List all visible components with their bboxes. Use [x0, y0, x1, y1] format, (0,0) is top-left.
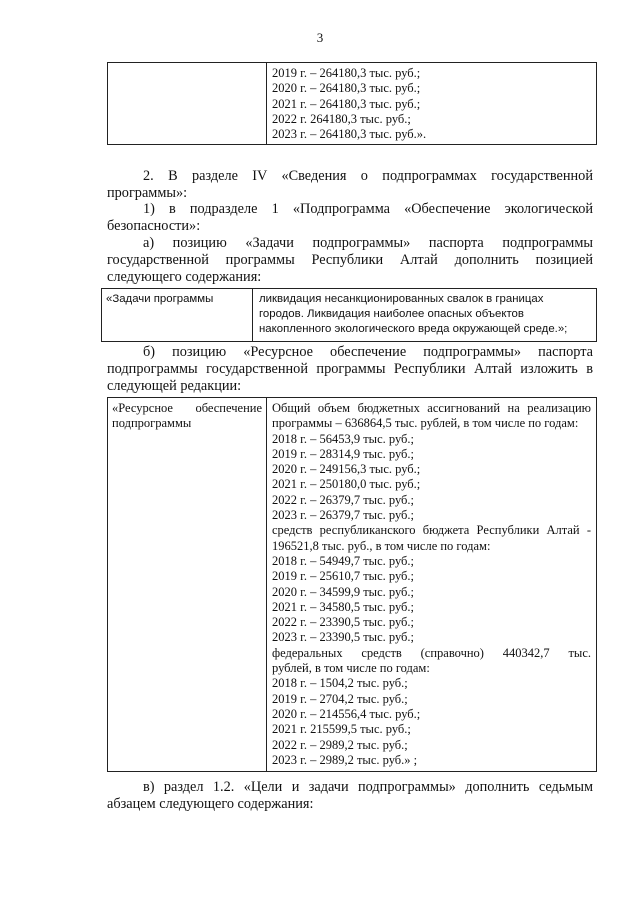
tasks-line: накопленного экологического вреда окружающей среде.»;	[259, 323, 568, 335]
tasks-line: ликвидация несанкционированных свалок в границах	[259, 293, 544, 305]
resource-label-line: подпрограммы	[112, 416, 192, 431]
paragraph-line: б) позицию «Ресурсное обеспечение подпрограммы» паспорта	[143, 344, 593, 360]
resource-line: 2018 г. – 56453,9 тыс. руб.;	[272, 431, 415, 446]
paragraph-line: в) раздел 1.2. «Цели и задачи подпрограммы» дополнить седьмым	[143, 779, 593, 795]
resource-line: 2021 г. – 250180,0 тыс. руб.;	[272, 477, 421, 492]
resource-line: 2023 г. – 2989,2 тыс. руб.» ;	[272, 752, 418, 767]
resource-line: федеральных средств (справочно) 440342,7 тыс.	[272, 645, 591, 660]
resource-line: Общий объем бюджетных ассигнований на реализацию	[272, 401, 591, 415]
resource-line: рублей, в том числе по годам:	[272, 661, 430, 676]
empty-cell	[108, 63, 267, 145]
resource-line: 2022 г. – 23390,5 тыс. руб.;	[272, 615, 415, 630]
item-b-paragraph	[107, 344, 593, 394]
page-number: 3	[316, 30, 324, 45]
resource-line: 2023 г. – 23390,5 тыс. руб.;	[272, 630, 415, 645]
paragraph-line: 2. В разделе IV «Сведения о подпрограммах государственной	[143, 168, 593, 184]
resource-line: 2019 г. – 2704,2 тыс. руб.;	[272, 691, 408, 706]
paragraph-line: 1) в подразделе 1 «Подпрограмма «Обеспечение экологической	[143, 201, 593, 217]
paragraph-line: подпрограммы государственной программы Республики Алтай изложить в	[107, 360, 593, 377]
funding-line: 2023 г. – 264180,3 тыс. руб.».	[272, 127, 427, 142]
resource-label-cell	[108, 398, 267, 772]
funding-continuation-table	[107, 62, 597, 145]
tasks-content-cell	[253, 289, 597, 342]
resource-line: 2020 г. – 34599,9 тыс. руб.;	[272, 584, 415, 599]
item-a-paragraph	[107, 235, 593, 285]
funding-line: 2019 г. – 264180,3 тыс. руб.;	[272, 66, 421, 80]
paragraph-line: следующей редакции:	[107, 377, 242, 394]
funding-line: 2021 г. – 264180,3 тыс. руб.;	[272, 96, 421, 111]
resource-line: 2018 г. – 1504,2 тыс. руб.;	[272, 676, 408, 691]
funding-years-cell	[267, 63, 597, 145]
resource-line: 2021 г. 215599,5 тыс. руб.;	[272, 722, 411, 737]
resource-line: 2018 г. – 54949,7 тыс. руб.;	[272, 553, 415, 568]
resource-line: 2019 г. – 28314,9 тыс. руб.;	[272, 446, 415, 461]
resource-line: 2022 г. – 26379,7 тыс. руб.;	[272, 492, 415, 507]
paragraph-line: безопасности»:	[107, 217, 201, 234]
paragraph-line: следующего содержания:	[107, 268, 262, 285]
paragraph-line: программы»:	[107, 184, 188, 201]
resource-provision-table	[107, 397, 597, 772]
resource-line: 2019 г. – 25610,7 тыс. руб.;	[272, 569, 415, 584]
funding-line: 2020 г. – 264180,3 тыс. руб.;	[272, 81, 421, 96]
paragraph-line: а) позицию «Задачи подпрограммы» паспорта подпрограммы	[143, 235, 593, 251]
item-v-paragraph	[107, 779, 593, 813]
section-iv-paragraph	[107, 168, 593, 202]
resource-line: программы – 636864,5 тыс. рублей, в том числе по годам:	[272, 416, 579, 431]
resource-line: средств республиканского бюджета Республики Алтай -	[272, 523, 591, 538]
resource-label-line: «Ресурсное обеспечение	[112, 401, 262, 415]
resource-line: 2023 г. – 26379,7 тыс. руб.;	[272, 508, 415, 523]
subsection-1-paragraph	[107, 201, 593, 235]
paragraph-line: государственной программы Республики Алтай дополнить позицией	[107, 251, 593, 268]
resource-line: 2021 г. – 34580,5 тыс. руб.;	[272, 599, 415, 614]
resource-content-cell	[267, 398, 597, 772]
resource-line: 2022 г. – 2989,2 тыс. руб.;	[272, 737, 408, 752]
tasks-line: городов. Ликвидация наиболее опасных объектов	[259, 308, 524, 320]
resource-line: 2020 г. – 214556,4 тыс. руб.;	[272, 706, 421, 721]
resource-line: 2020 г. – 249156,3 тыс. руб.;	[272, 462, 421, 477]
tasks-label-cell: «Задачи программы	[102, 289, 253, 342]
resource-line: 196521,8 тыс. руб., в том числе по годам:	[272, 538, 491, 553]
funding-line: 2022 г. 264180,3 тыс. руб.;	[272, 111, 411, 126]
tasks-table	[101, 288, 597, 342]
paragraph-line: абзацем следующего содержания:	[107, 795, 314, 812]
